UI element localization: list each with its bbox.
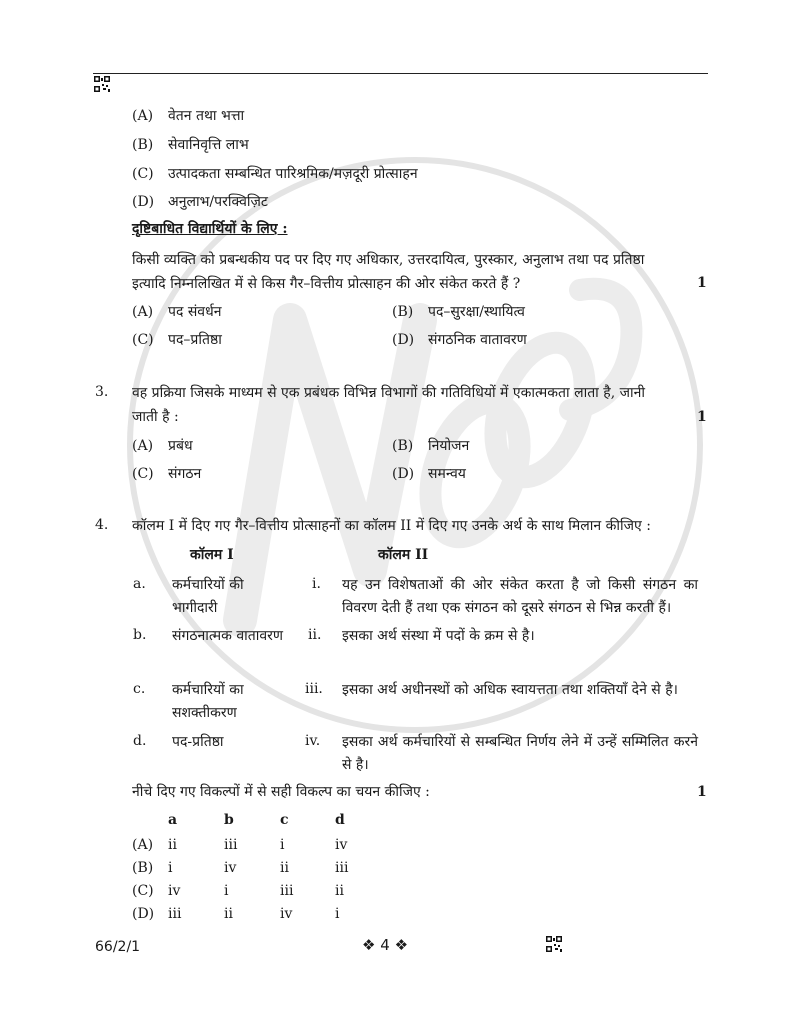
answer-option-a-value: iv [335, 837, 348, 853]
match-row-d-col1: पद-प्रतिष्ठा [172, 734, 224, 750]
q4-instruction: नीचे दिए गए विकल्पों में से सही विकल्प का चयन कीजिए : [132, 784, 430, 800]
q4-number: 4. [95, 517, 109, 533]
option-text: पद–सुरक्षा/स्थायित्व [428, 304, 525, 320]
option-text: प्रबंध [168, 438, 193, 454]
option-text: वेतन तथा भत्ता [168, 108, 245, 124]
option-text: उत्पादकता सम्बन्धित पारिश्रमिक/मज़दूरी प्रोत्साहन [168, 166, 418, 182]
q3-number: 3. [95, 384, 109, 400]
answer-option-a-value: iii [224, 837, 238, 853]
q3-marks: 1 [697, 409, 707, 425]
page-number: 4 [380, 936, 390, 954]
match-row-ii-label: ii. [308, 627, 322, 643]
match-row-c-col1: कर्मचारियों का सशक्तीकरण [172, 682, 244, 721]
vi-option-c[interactable] [132, 330, 222, 349]
option-text: पद संवर्धन [168, 304, 222, 320]
answer-header-a: a [168, 812, 178, 828]
match-row-d-label: d. [133, 733, 147, 749]
option-label: (A) [132, 438, 154, 454]
answer-option-b-value: ii [280, 860, 289, 876]
match-row-iii-col2: इसका अर्थ अधीनस्थों को अधिक स्वायत्तता तथा शक्तियाँ देने से है। [342, 682, 678, 698]
match-row-iii-label: iii. [305, 681, 323, 697]
option-label: (D) [392, 466, 415, 482]
q3-option-c[interactable] [132, 464, 201, 483]
match-row-b-col1: संगठनात्मक वातावरण [172, 628, 284, 644]
match-row-i-col2: यह उन विशेषताओं की ओर संकेत करता है जो किसी संगठन का विवरण देती हैं तथा एक संगठन को दूसरे संगठन से भिन्न करती हैं। [342, 577, 698, 616]
answer-header-d: d [335, 812, 345, 828]
option-label: (C) [132, 166, 154, 182]
prev-option-b[interactable] [132, 135, 249, 154]
match-row-a-label: a. [133, 576, 146, 592]
answer-option-a-value: i [280, 837, 285, 853]
q3-line1: वह प्रक्रिया जिसके माध्यम से एक प्रबंधक विभिन्न विभागों की गतिविधियों में एकात्मकता लाता है, जानी [132, 385, 645, 401]
qr-code-icon [94, 76, 110, 92]
option-label: (C) [132, 332, 154, 348]
match-row-ii-col2: इसका अर्थ संस्था में पदों के क्रम से है। [342, 628, 535, 644]
answer-option-d-label[interactable]: (D) [132, 906, 155, 922]
q3-option-a[interactable] [132, 436, 193, 455]
option-label: (B) [132, 137, 154, 153]
option-label: (A) [132, 304, 154, 320]
column-1-heading: कॉलम I [190, 547, 234, 563]
option-text: सेवानिवृत्ति लाभ [168, 137, 249, 153]
option-text: संगठन [168, 466, 202, 482]
answer-option-c-value: i [224, 883, 229, 899]
prev-option-c[interactable] [132, 164, 418, 183]
option-label: (A) [132, 108, 154, 124]
answer-header-b: b [224, 812, 234, 828]
answer-option-c-value: iv [168, 883, 181, 899]
paper-code: 66/2/1 [95, 939, 141, 955]
match-row-b-label: b. [133, 627, 147, 643]
answer-option-c-value: iii [280, 883, 294, 899]
answer-option-c-value: ii [335, 883, 344, 899]
q3-line2: जाती है : [132, 409, 179, 425]
option-text: नियोजन [428, 438, 470, 454]
vi-heading: दृष्टिबाधित विद्यार्थियों के लिए : [132, 221, 288, 237]
vi-question-line2: इत्यादि निम्नलिखित में से किस गैर–वित्तीय प्रोत्साहन की ओर संकेत करते हैं ? [132, 276, 521, 292]
option-text: अनुलाभ/परक्विज़िट [168, 194, 268, 210]
option-text: संगठनिक वातावरण [428, 332, 527, 348]
answer-option-b-label[interactable]: (B) [132, 860, 154, 876]
match-row-iv-label: iv. [305, 733, 321, 749]
answer-option-b-value: iii [335, 860, 349, 876]
answer-option-c-label[interactable]: (C) [132, 883, 154, 899]
column-2-heading: कॉलम II [378, 547, 429, 563]
answer-option-a-value: ii [168, 837, 177, 853]
answer-header-c: c [280, 812, 289, 828]
answer-option-a-label[interactable]: (A) [132, 837, 154, 853]
vi-option-a[interactable] [132, 302, 221, 321]
answer-option-d-value: iv [280, 906, 293, 922]
option-text: पद–प्रतिष्ठा [168, 332, 222, 348]
header-rule [93, 73, 708, 74]
option-text: समन्वय [428, 466, 466, 482]
vi-option-d[interactable] [392, 330, 527, 349]
match-row-c-label: c. [133, 681, 146, 697]
answer-option-d-value: ii [224, 906, 233, 922]
answer-option-d-value: iii [168, 906, 182, 922]
q4-marks: 1 [697, 784, 707, 800]
option-label: (B) [392, 438, 414, 454]
answer-option-b-value: i [168, 860, 173, 876]
match-row-i-label: i. [312, 576, 321, 592]
prev-option-a[interactable] [132, 106, 244, 125]
vi-option-b[interactable] [392, 302, 525, 321]
vi-question-line1: किसी व्यक्ति को प्रबन्धकीय पद पर दिए गए अधिकार, उत्तरदायित्व, पुरस्कार, अनुलाभ तथा पद प्रतिष्ठा [132, 252, 645, 268]
option-label: (D) [132, 194, 155, 210]
diamond-ornament-icon: ❖ [394, 936, 409, 954]
option-label: (C) [132, 466, 154, 482]
option-label: (D) [392, 332, 415, 348]
q3-option-d[interactable] [392, 464, 466, 483]
qr-code-icon [546, 936, 562, 952]
diamond-ornament-icon: ❖ [362, 936, 376, 954]
match-row-iv-col2: इसका अर्थ कर्मचारियों से सम्बन्धित निर्णय लेने में उन्हें सम्मिलित करने से है। [342, 734, 698, 773]
prev-option-d[interactable] [132, 192, 268, 211]
vi-marks: 1 [697, 275, 707, 291]
answer-option-d-value: i [335, 906, 340, 922]
match-row-a-col1: कर्मचारियों की भागीदारी [172, 577, 244, 616]
q4-text: कॉलम I में दिए गए गैर–वित्तीय प्रोत्साहनों का कॉलम II में दिए गए उनके अर्थ के साथ मिलान कीजिए : [132, 518, 651, 534]
q3-option-b[interactable] [392, 436, 469, 455]
answer-option-b-value: iv [224, 860, 237, 876]
option-label: (B) [392, 304, 414, 320]
page-number-block [362, 936, 408, 954]
